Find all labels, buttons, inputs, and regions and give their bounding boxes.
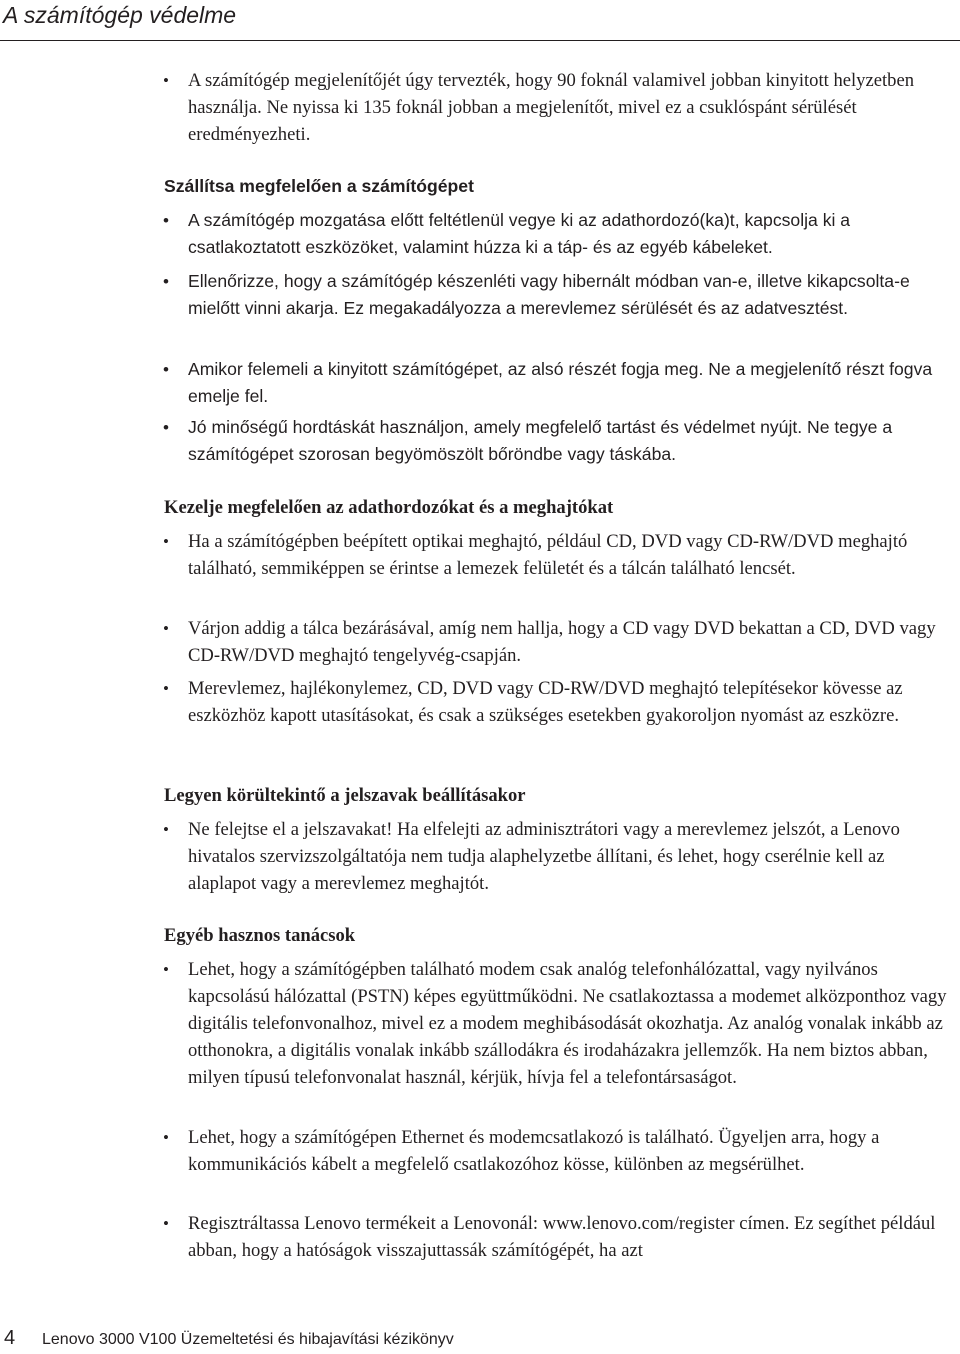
section-title-media: Kezelje megfelelően az adathordozókat és a meghajtókat: [164, 497, 614, 518]
header-divider: [0, 40, 960, 41]
section-title-transport: Szállítsa megfelelően a számítógépet: [164, 176, 474, 196]
list-item: • Ellenőrizze, hogy a számítógép készenléti vagy hibernált módban van-e, illetve kikapcsolta-e mielőtt vinni akarja. Ez megakadályozza a merevlemez sérülését és az adatvesztést.: [188, 268, 954, 322]
list-item: • Ha a számítógépben beépített optikai meghajtó, például CD, DVD vagy CD-RW/DVD meghajtó található, semmiképpen se érintse a lemezek felületét és a tálcán található lencsét.: [188, 528, 954, 582]
list-item: • Jó minőségű hordtáskát használjon, amely megfelelő tartást és védelmet nyújt. Ne tegye a számítógépet szorosan begyömöszölt bőröndbe vagy táskába.: [188, 414, 954, 468]
list-item: • Regisztráltassa Lenovo termékeit a Lenovonál: www.lenovo.com/register címen. Ez segíthet például abban, hogy a hatóságok visszajuttassák számítógépét, ha azt: [188, 1210, 954, 1264]
page-header-title: A számítógép védelme: [3, 2, 237, 28]
list-item: • Lehet, hogy a számítógépen Ethernet és modemcsatlakozó is található. Ügyeljen arra, hogy a kommunikációs kábelt a megfelelő csatlakozóhoz kösse, különben az megsérülhet.: [188, 1124, 954, 1178]
list-item: • Amikor felemeli a kinyitott számítógépet, az alsó részét fogja meg. Ne a megjelenítő részt fogva emelje fel.: [188, 356, 954, 410]
section-title-passwords: Legyen körültekintő a jelszavak beállításakor: [164, 785, 526, 806]
list-item: • Várjon addig a tálca bezárásával, amíg nem hallja, hogy a CD vagy DVD bekattan a CD, DVD vagy CD-RW/DVD meghajtó tengelyvég-csapján.: [188, 615, 954, 669]
page-number: 4: [4, 1327, 16, 1349]
list-item: • Ne felejtse el a jelszavakat! Ha elfelejti az adminisztrátori vagy a merevlemez jelszót, a Lenovo hivatalos szervizszolgáltatója nem tudja alaphelyzetbe állítani, és lehet, hogy cserélnie kell az alaplapot vagy a merevlemez meghajtót.: [188, 816, 954, 897]
list-item: • A számítógép megjelenítőjét úgy tervezték, hogy 90 foknál valamivel jobban kinyitott helyzetben használja. Ne nyissa ki 135 foknál jobban a megjelenítőt, mivel ez a csuklóspánt sérülését eredményezheti.: [188, 67, 954, 148]
book-title: Lenovo 3000 V100 Üzemeltetési és hibajavítási kézikönyv: [42, 1331, 454, 1348]
list-item: • A számítógép mozgatása előtt feltétlenül vegye ki az adathordozó(ka)t, kapcsolja ki a csatlakoztatott eszközöket, valamint húzza ki a táp- és az egyéb kábeleket.: [188, 207, 954, 261]
list-item: • Merevlemez, hajlékonylemez, CD, DVD vagy CD-RW/DVD meghajtó telepítésekor kövesse az eszközhöz kapott utasításokat, és csak a szükséges esetekben gyakoroljon nyomást az eszközre.: [188, 675, 954, 729]
list-item: • Lehet, hogy a számítógépben található modem csak analóg telefonhálózattal, vagy nyilvános kapcsolású hálózattal (PSTN) képes együttműködni. Ne csatlakoztassa a modemet alközponthoz vagy digitális telefonvonalhoz, mivel ez a modem meghibásodását okozhatja. Az analóg vonalak inkább az otthonokra, a digitális vonalak inkább szállodákra és irodaházakra jellemzők. Ha nem biztos abban, milyen típusú telefonvonalat használ, kérjük, hívja fel a telefontársaságot.: [188, 956, 954, 1091]
section-title-tips: Egyéb hasznos tanácsok: [164, 925, 356, 946]
